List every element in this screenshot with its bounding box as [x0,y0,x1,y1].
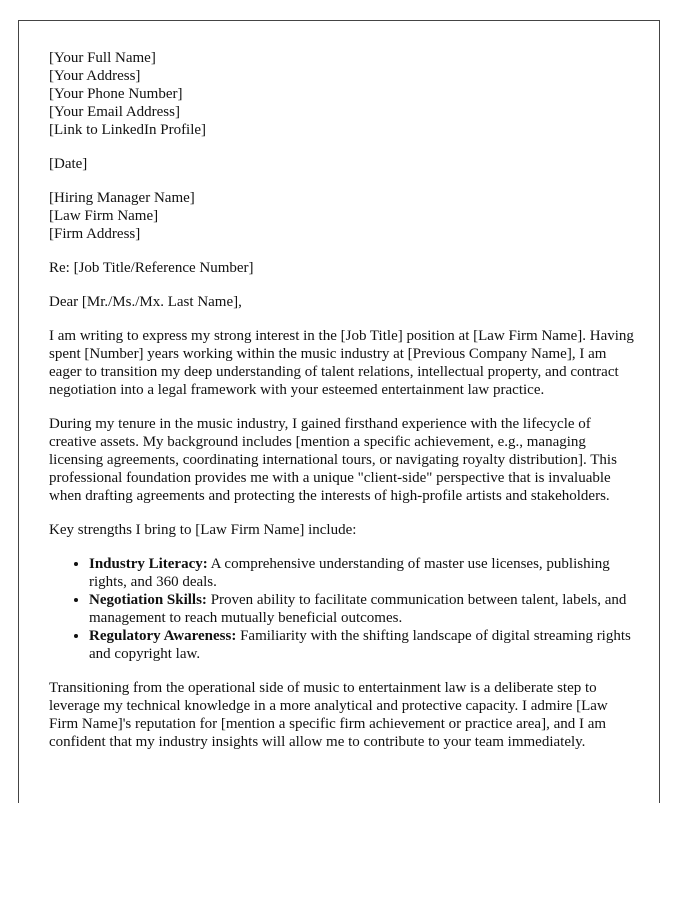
letter-page [18,20,660,803]
re-line: Re: [Job Title/Reference Number] [49,260,254,276]
strength-text: Proven ability to facilitate communication between talent, labels, and management to reach mutually beneficial outcomes. [89,592,627,626]
strength-text: A comprehensive understanding of master use licenses, publishing rights, and 360 deals. [89,556,610,590]
strengths-list [49,555,639,663]
sender-linkedin: [Link to LinkedIn Profile] [49,122,207,138]
recipient-block [49,189,639,243]
recipient-firm: [Law Firm Name] [49,208,159,224]
paragraph-intro: I am writing to express my strong interest in the [Job Title] position at [Law Firm Name]. Having spent [Number] years working within the music industry at [Previous Company Name], I am eager to transition my deep understanding of talent relations, intellectual property, and contract negotiation into a legal framework with your esteemed entertainment law practice. [49,328,634,398]
salutation: Dear [Mr./Ms./Mx. Last Name], [49,294,242,310]
date-block [49,155,639,173]
sender-address: [Your Address] [49,68,141,84]
strengths-intro: Key strengths I bring to [Law Firm Name] include: [49,522,357,538]
list-item [89,627,639,663]
paragraph-experience: During my tenure in the music industry, I gained firsthand experience with the lifecycle of creative assets. My background includes [mention a specific achievement, e.g., managing licensing agreements, coordinating international tours, or navigating royalty distribution]. This professional foundation provides me with a unique "client-side" perspective that is invaluable when drafting agreements and protecting the interests of high-profile artists and stakeholders. [49,416,617,504]
recipient-name: [Hiring Manager Name] [49,190,195,206]
strength-title: Negotiation Skills: [89,592,207,608]
strength-text: Familiarity with the shifting landscape of digital streaming rights and copyright law. [89,628,631,662]
sender-name: [Your Full Name] [49,50,156,66]
recipient-address: [Firm Address] [49,226,141,242]
paragraph-closing: Transitioning from the operational side of music to entertainment law is a deliberate step to leverage my technical knowledge in a more analytical and protective capacity. I admire [Law Firm Name]'s reputation for [mention a specific firm achievement or practice area], and I am confident that my industry insights will allow me to contribute to your team immediately. [49,680,608,750]
sender-email: [Your Email Address] [49,104,180,120]
strength-title: Industry Literacy: [89,556,208,572]
letter-content [49,49,639,767]
sender-block [49,49,639,139]
letter-date: [Date] [49,156,88,172]
strength-title: Regulatory Awareness: [89,628,237,644]
sender-phone: [Your Phone Number] [49,86,183,102]
list-item [89,555,639,591]
list-item [89,591,639,627]
